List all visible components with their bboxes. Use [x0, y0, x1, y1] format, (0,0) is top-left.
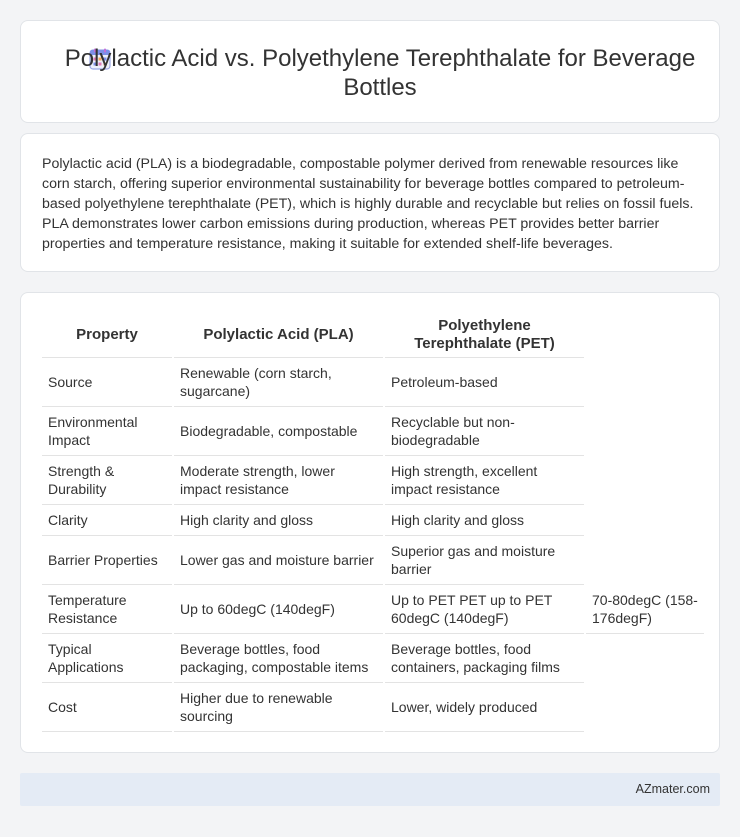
cell-pet: Superior gas and moisture barrier	[385, 536, 584, 585]
cell-extra	[586, 634, 704, 683]
cell-pla: Up to 60degC (140degF)	[174, 585, 383, 634]
table-row	[42, 456, 704, 505]
intro-card	[20, 133, 720, 272]
table-header-row	[42, 313, 704, 358]
cell-pla: Biodegradable, compostable	[174, 407, 383, 456]
title-card	[20, 20, 720, 123]
cell-property: Strength & Durability	[42, 456, 172, 505]
cell-extra	[586, 358, 704, 407]
cell-pet: Up to PET PET up to PET 60degC (140degF)	[385, 585, 584, 634]
cell-pla: High clarity and gloss	[174, 505, 383, 536]
header-pet: Polyethylene Terephthalate (PET)	[385, 313, 584, 358]
table-row	[42, 634, 704, 683]
cell-property: Cost	[42, 683, 172, 732]
cell-pla: Beverage bottles, food packaging, compostable items	[174, 634, 383, 683]
cell-pet: High strength, excellent impact resistance	[385, 456, 584, 505]
intro-paragraph: Polylactic acid (PLA) is a biodegradable, compostable polymer derived from renewable resources like corn starch, offering superior environmental sustainability for beverage bottles compared to petroleum-based polyethylene terephthalate (PET), which is highly durable and recyclable but relies on fossil fuels. PLA demonstrates lower carbon emissions during production, whereas PET provides better barrier properties and temperature resistance, making it suitable for extended shelf-life beverages.	[42, 156, 694, 252]
cell-pla: Lower gas and moisture barrier	[174, 536, 383, 585]
table-row	[42, 505, 704, 536]
cell-pet: High clarity and gloss	[385, 505, 584, 536]
header-property: Property	[42, 313, 172, 358]
cell-extra	[586, 536, 704, 585]
cell-pla: Higher due to renewable sourcing	[174, 683, 383, 732]
table-row	[42, 536, 704, 585]
footer-brand[interactable]: AZmater.com	[635, 782, 710, 796]
cell-property: Barrier Properties	[42, 536, 172, 585]
cell-pet: Lower, widely produced	[385, 683, 584, 732]
cell-pla: Moderate strength, lower impact resistance	[174, 456, 383, 505]
header-pla: Polylactic Acid (PLA)	[174, 313, 383, 358]
cell-extra: 70-80degC (158-176degF)	[586, 585, 704, 634]
cell-property: Typical Applications	[42, 634, 172, 683]
cell-extra	[586, 456, 704, 505]
cell-pet: Petroleum-based	[385, 358, 584, 407]
cell-pet: Recyclable but non-biodegradable	[385, 407, 584, 456]
footer-bar	[20, 773, 720, 806]
cell-property: Temperature Resistance	[42, 585, 172, 634]
comparison-table	[42, 313, 704, 732]
comparison-card	[20, 292, 720, 753]
cell-extra	[586, 505, 704, 536]
cell-extra	[586, 683, 704, 732]
table-row	[42, 358, 704, 407]
table-row	[42, 407, 704, 456]
cell-property: Source	[42, 358, 172, 407]
table-row	[42, 585, 704, 634]
cell-property: Environmental Impact	[42, 407, 172, 456]
cell-pla: Renewable (corn starch, sugarcane)	[174, 358, 383, 407]
cell-extra	[586, 407, 704, 456]
cell-pet: Beverage bottles, food containers, packaging films	[385, 634, 584, 683]
table-row	[42, 683, 704, 732]
page-title: Polylactic Acid vs. Polyethylene Terephthalate for Beverage Bottles	[64, 45, 696, 101]
cell-property: Clarity	[42, 505, 172, 536]
